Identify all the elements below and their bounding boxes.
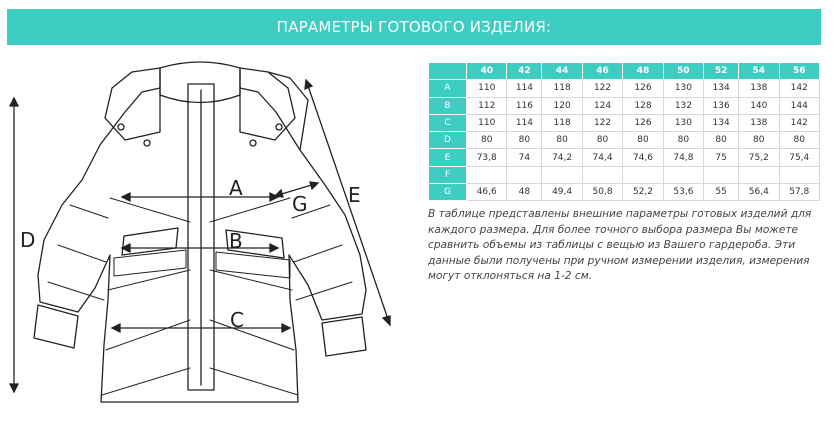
table-cell — [779, 166, 820, 183]
table-cell: 74,8 — [663, 149, 703, 166]
table-cell: 112 — [467, 97, 507, 114]
table-cell: 49,4 — [542, 184, 582, 201]
label-c: C — [230, 308, 244, 332]
table-cell — [704, 166, 739, 183]
table-row — [429, 149, 820, 166]
table-cell: 80 — [704, 132, 739, 149]
table-cell — [542, 166, 582, 183]
table-cell: 55 — [704, 184, 739, 201]
table-cell — [663, 166, 703, 183]
table-cell: 48 — [507, 184, 542, 201]
table-cell: 126 — [623, 114, 663, 131]
table-row — [429, 97, 820, 114]
size-header: 50 — [663, 63, 703, 80]
row-label: A — [429, 80, 467, 97]
table-cell — [582, 166, 622, 183]
size-header: 44 — [542, 63, 582, 80]
jacket-diagram — [0, 58, 400, 437]
table-cell: 50,8 — [582, 184, 622, 201]
table-cell: 136 — [704, 97, 739, 114]
table-cell: 132 — [663, 97, 703, 114]
table-cell: 144 — [779, 97, 820, 114]
table-cell: 138 — [739, 80, 779, 97]
table-cell: 80 — [467, 132, 507, 149]
table-cell — [623, 166, 663, 183]
size-header: 40 — [467, 63, 507, 80]
table-cell: 80 — [663, 132, 703, 149]
size-table — [428, 62, 820, 201]
table-cell — [467, 166, 507, 183]
table-cell: 114 — [507, 114, 542, 131]
table-corner — [429, 63, 467, 80]
table-cell: 80 — [779, 132, 820, 149]
note-text: В таблице представлены внешние параметры готовых изделий для каждого размера. Для более точного выбора размера Вы можете сравнить объемы из таблицы с вещью из Вашего гардероба. Эти данные были получены при ручном измерении изделия, измерения могут отклоняться на 1-2 см. — [428, 208, 812, 282]
table-row — [429, 184, 820, 201]
table-cell: 138 — [739, 114, 779, 131]
size-header: 42 — [507, 63, 542, 80]
label-e: E — [348, 183, 361, 207]
table-cell: 140 — [739, 97, 779, 114]
table-cell: 110 — [467, 80, 507, 97]
table-cell: 56,4 — [739, 184, 779, 201]
table-cell: 80 — [739, 132, 779, 149]
table-cell: 80 — [507, 132, 542, 149]
table-cell — [739, 166, 779, 183]
table-row — [429, 114, 820, 131]
table-cell: 80 — [582, 132, 622, 149]
label-d: D — [20, 228, 36, 252]
table-cell: 118 — [542, 114, 582, 131]
table-cell: 134 — [704, 114, 739, 131]
table-cell: 116 — [507, 97, 542, 114]
table-cell: 75,4 — [779, 149, 820, 166]
header-banner — [7, 9, 821, 45]
table-cell: 74,4 — [582, 149, 622, 166]
table-cell: 122 — [582, 114, 622, 131]
table-row — [429, 166, 820, 183]
table-cell: 120 — [542, 97, 582, 114]
right-cuff — [322, 317, 366, 356]
size-header: 48 — [623, 63, 663, 80]
row-label: C — [429, 114, 467, 131]
table-cell — [507, 166, 542, 183]
table-cell: 126 — [623, 80, 663, 97]
table-cell: 142 — [779, 114, 820, 131]
table-cell: 80 — [542, 132, 582, 149]
table-cell: 74,6 — [623, 149, 663, 166]
table-header-row — [429, 63, 820, 80]
table-cell: 118 — [542, 80, 582, 97]
table-row — [429, 80, 820, 97]
left-cuff — [34, 305, 78, 348]
row-label: E — [429, 149, 467, 166]
size-header: 56 — [779, 63, 820, 80]
hood-outline — [160, 62, 240, 103]
table-cell: 73,8 — [467, 149, 507, 166]
table-cell: 130 — [663, 80, 703, 97]
label-a: A — [229, 176, 243, 200]
table-row — [429, 132, 820, 149]
table-cell: 114 — [507, 80, 542, 97]
label-b: B — [229, 229, 243, 253]
row-label: D — [429, 132, 467, 149]
size-header: 46 — [582, 63, 622, 80]
hood-left — [105, 72, 160, 140]
row-label: B — [429, 97, 467, 114]
table-cell: 74 — [507, 149, 542, 166]
table-cell: 142 — [779, 80, 820, 97]
table-cell: 53,6 — [663, 184, 703, 201]
table-cell: 130 — [663, 114, 703, 131]
table-cell: 122 — [582, 80, 622, 97]
size-header: 52 — [704, 63, 739, 80]
row-label: G — [429, 184, 467, 201]
table-cell: 124 — [582, 97, 622, 114]
jacket-body-outline — [38, 68, 366, 402]
page-title: ПАРАМЕТРЫ ГОТОВОГО ИЗДЕЛИЯ: — [276, 18, 552, 36]
table-cell: 75 — [704, 149, 739, 166]
table-cell: 52,2 — [623, 184, 663, 201]
row-label: F — [429, 166, 467, 183]
table-cell: 75,2 — [739, 149, 779, 166]
label-g: G — [292, 192, 308, 216]
table-cell: 46,6 — [467, 184, 507, 201]
table-cell: 74,2 — [542, 149, 582, 166]
table-cell: 134 — [704, 80, 739, 97]
size-header: 54 — [739, 63, 779, 80]
table-cell: 80 — [623, 132, 663, 149]
table-cell: 128 — [623, 97, 663, 114]
table-cell: 110 — [467, 114, 507, 131]
table-cell: 57,8 — [779, 184, 820, 201]
